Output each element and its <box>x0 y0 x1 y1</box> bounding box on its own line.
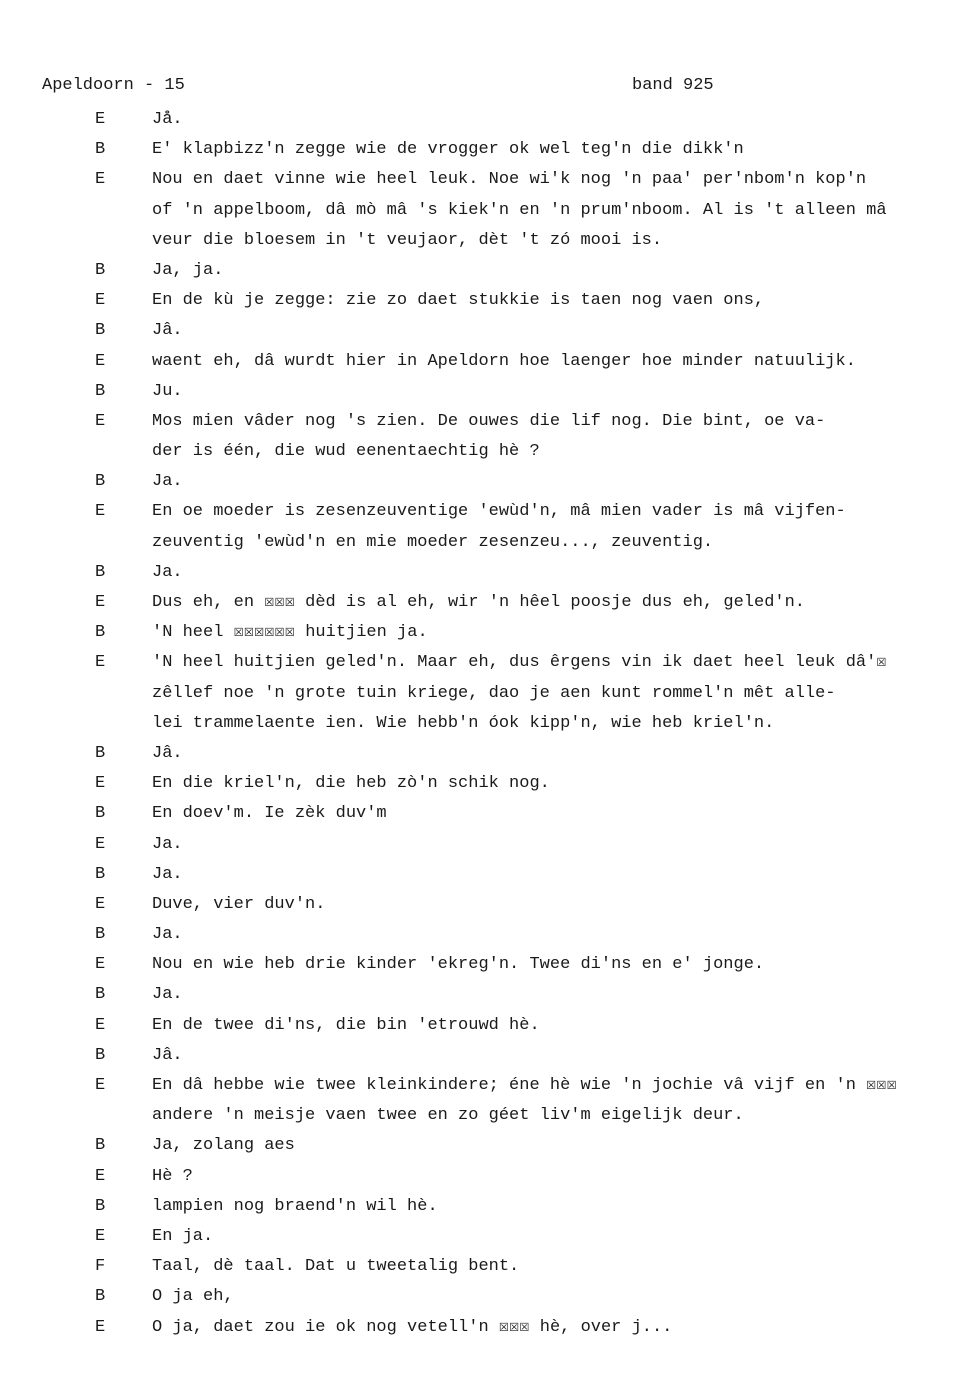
transcript-line <box>0 1192 973 1222</box>
speaker-label: B <box>95 864 106 884</box>
transcript-line <box>0 830 973 860</box>
speaker-label: E <box>95 110 106 129</box>
utterance-text: 'N heel huitjien geled'n. Maar eh, dus êrgens vin ik daet heel leuk dâ'☒ <box>152 653 887 673</box>
speaker-label: B <box>95 321 106 341</box>
transcript-line <box>0 588 973 618</box>
speaker-label: E <box>95 774 106 794</box>
speaker-label: B <box>95 562 106 582</box>
speaker-label: E <box>95 502 106 522</box>
utterance-text: veur die bloesem in 't veujaor, dèt 't zó mooi is. <box>152 230 663 250</box>
utterance-text: Duve, vier duv'n. <box>152 894 326 914</box>
speaker-label: B <box>95 381 106 401</box>
transcript-line <box>0 256 973 286</box>
utterance-text: zêllef noe 'n grote tuin kriege, dao je aen kunt rommel'n mêt alle- <box>152 683 836 703</box>
speaker-label: E <box>95 1317 106 1337</box>
transcript-line <box>0 1071 973 1101</box>
speaker-label: B <box>95 623 106 643</box>
utterance-text: Dus eh, en ☒☒☒ dèd is al eh, wir 'n hêel poosje dus eh, geled'n. <box>152 593 806 612</box>
speaker-label: B <box>95 804 106 824</box>
utterance-text: zeuventig 'ewùd'n en mie moeder zesenzeu..., zeuventig. <box>152 532 714 552</box>
speaker-label: E <box>95 411 106 431</box>
utterance-text: Jå. <box>152 110 183 129</box>
speaker-label: E <box>95 170 106 190</box>
transcript-line <box>0 196 973 226</box>
utterance-text: En die kriel'n, die heb zò'n schik nog. <box>152 774 550 794</box>
tape-number-header: band 925 <box>632 76 714 95</box>
transcript-line <box>0 1162 973 1192</box>
transcript-line <box>0 105 973 135</box>
transcript-lines <box>0 105 973 1343</box>
utterance-text: Taal, dè taal. Dat u tweetalig bent. <box>152 1257 520 1277</box>
transcript-line <box>0 437 973 467</box>
speaker-label: E <box>95 1226 106 1246</box>
transcript-line <box>0 1252 973 1282</box>
speaker-label: B <box>95 260 106 280</box>
transcript-line <box>0 648 973 678</box>
utterance-text: Ju. <box>152 381 183 401</box>
transcript-line <box>0 1131 973 1161</box>
utterance-text: En de kù je zegge: zie zo daet stukkie is taen nog vaen ons, <box>152 291 765 311</box>
speaker-label: E <box>95 351 106 371</box>
transcript-line <box>0 528 973 558</box>
utterance-text: Jâ. <box>152 743 183 763</box>
utterance-text: of 'n appelboom, dâ mò mâ 's kiek'n en 'n prum'nboom. Al is 't alleen mâ <box>152 200 887 220</box>
transcript-line <box>0 558 973 588</box>
utterance-text: 'N heel ☒☒☒☒☒☒ huitjien ja. <box>152 623 428 643</box>
transcript-line <box>0 497 973 527</box>
utterance-text: En oe moeder is zesenzeuventige 'ewùd'n, mâ mien vader is mâ vijfen- <box>152 502 846 522</box>
speaker-label: B <box>95 1287 106 1307</box>
utterance-text: E' klapbizz'n zegge wie de vrogger ok wel teg'n die dikk'n <box>152 140 744 160</box>
transcript-line <box>0 407 973 437</box>
utterance-text: En dâ hebbe wie twee kleinkindere; éne hè wie 'n jochie vâ vijf en 'n ☒☒☒ <box>152 1076 897 1095</box>
utterance-text: Nou en daet vinne wie heel leuk. Noe wi'k nog 'n paa' per'nbom'n kop'n <box>152 170 867 190</box>
utterance-text: der is één, die wud eenentaechtig hè ? <box>152 442 540 462</box>
speaker-label: B <box>95 140 106 160</box>
transcript-line <box>0 226 973 256</box>
utterance-text: O ja, daet zou ie ok nog vetell'n ☒☒☒ hè, over j... <box>152 1317 673 1337</box>
speaker-label: B <box>95 1136 106 1156</box>
utterance-text: Ja, zolang aes <box>152 1136 295 1156</box>
speaker-label: B <box>95 743 106 763</box>
speaker-label: B <box>95 985 106 1005</box>
transcript-line <box>0 618 973 648</box>
utterance-text: Ja. <box>152 562 183 582</box>
transcript-line <box>0 347 973 377</box>
transcript-line <box>0 1041 973 1071</box>
transcript-line <box>0 1222 973 1252</box>
utterance-text: Ja. <box>152 925 183 945</box>
transcript-line <box>0 1313 973 1343</box>
utterance-text: Mos mien vâder nog 's zien. De ouwe⁠s die lif nog. Die bint, oe va- <box>152 411 826 431</box>
speaker-label: E <box>95 593 106 612</box>
speaker-label: B <box>95 1045 106 1065</box>
transcript-line <box>0 709 973 739</box>
speaker-label: E <box>95 1166 106 1186</box>
utterance-text: En de twee di'ns, die bin 'etrouwd hè. <box>152 1015 540 1035</box>
utterance-text: Nou en wie heb drie kinder 'ekreg'n. Twee di'ns en e' jonge. <box>152 955 765 975</box>
transcript-line <box>0 165 973 195</box>
utterance-text: Jâ. <box>152 321 183 341</box>
speaker-label: B <box>95 925 106 945</box>
utterance-text: lei trammelaente ien. Wie hebb'n óok kipp'n, wie heb kriel'n. <box>152 713 775 733</box>
transcript-line <box>0 980 973 1010</box>
speaker-label: E <box>95 1015 106 1035</box>
speaker-label: E <box>95 894 106 914</box>
transcript-line <box>0 135 973 165</box>
speaker-label: E <box>95 653 106 673</box>
transcript-line <box>0 377 973 407</box>
transcript-line <box>0 920 973 950</box>
speaker-label: E <box>95 955 106 975</box>
transcript-line <box>0 1101 973 1131</box>
utterance-text: lampien nog braend'n wil hè. <box>152 1196 438 1216</box>
utterance-text: Jâ. <box>152 1045 183 1065</box>
speaker-label: B <box>95 1196 106 1216</box>
utterance-text: Hè ? <box>152 1166 193 1186</box>
utterance-text: Ja. <box>152 864 183 884</box>
transcript-line <box>0 1011 973 1041</box>
speaker-label: E <box>95 291 106 311</box>
transcript-line <box>0 1282 973 1312</box>
utterance-text: waent eh, dâ wurdt hier in Apeldorn hoe laenger hoe minder natuulijk. <box>152 351 856 371</box>
transcript-line <box>0 679 973 709</box>
transcript-line <box>0 950 973 980</box>
transcript-line <box>0 467 973 497</box>
utterance-text: Ja, ja. <box>152 260 224 280</box>
speaker-label: E <box>95 1076 106 1095</box>
speaker-label: F <box>95 1257 106 1277</box>
transcript-line <box>0 799 973 829</box>
transcript-line <box>0 316 973 346</box>
transcript-line <box>0 739 973 769</box>
transcript-line <box>0 860 973 890</box>
transcript-line <box>0 286 973 316</box>
speaker-label: E <box>95 834 106 854</box>
utterance-text: andere 'n meisje vaen twee en zo géet liv'm eigelijk deur. <box>152 1106 744 1126</box>
utterance-text: O ja eh, <box>152 1287 234 1307</box>
location-header: Apeldoorn - 15 <box>42 76 185 95</box>
utterance-text: En doev'm. Ie zèk duv'm <box>152 804 387 824</box>
utterance-text: Ja. <box>152 834 183 854</box>
transcript-line <box>0 769 973 799</box>
transcript-line <box>0 890 973 920</box>
utterance-text: En ja. <box>152 1226 214 1246</box>
utterance-text: Ja. <box>152 985 183 1005</box>
utterance-text: Ja. <box>152 472 183 492</box>
speaker-label: B <box>95 472 106 492</box>
